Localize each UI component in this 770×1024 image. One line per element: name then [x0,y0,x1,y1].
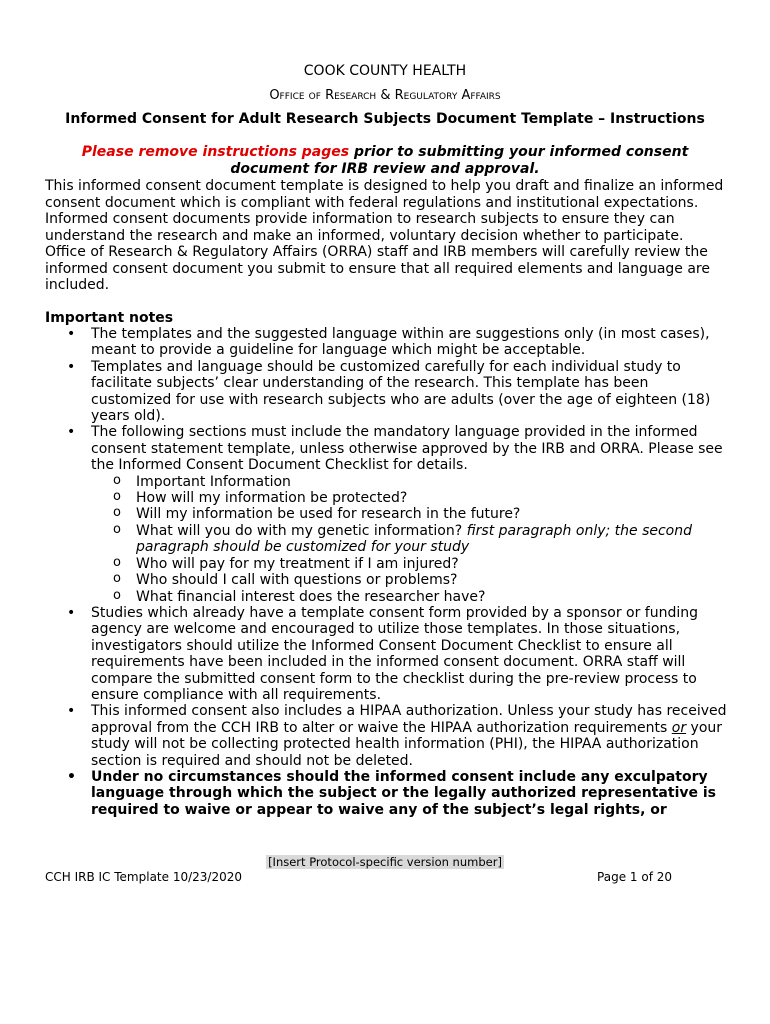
list-item: • This informed consent also includes a HIPAA authorization. Unless your study has received approval from the CCH IRB to alter or waive the HIPAA authorization requirements or your study will not be collecting protected health information (PHI), the HIPAA authorization section is required and should not be deleted. [45,703,730,769]
list-item: • Under no circumstances should the informed consent include any exculpatory language through which the subject or the legally authorized representative is required to waive or appear to waive any of the subject’s legal rights, or [45,769,730,818]
org-name: COOK COUNTY HEALTH [303,63,467,79]
list-item: • Studies which already have a template consent form provided by a sponsor or funding agency are welcome and encouraged to utilize those templates. In those situations, investigators should utilize the Informed Consent Document Checklist to ensure all requirements have been included in the informed consent document. ORRA staff will compare the submitted consent form to the checklist during the pre-review process to ensure compliance with all requirements. [45,605,730,703]
intro-paragraph: This informed consent document template is designed to help you draft and finalize an informed consent document which is compliant with federal regulations and institutional expectations. Informed consent documents provide information to research subjects to ensure they can understand the research and make an informed, voluntary decision whether to participate. Office of Research & Regulatory Affairs (ORRA) staff and IRB members will carefully review the informed consent document you submit to ensure that all required elements and language are included. [45,178,724,293]
version-placeholder: [Insert Protocol-specific version number] [268,855,502,869]
list-item: • Templates and language should be customized carefully for each individual study to facilitate subjects’ clear understanding of the research. This template has been customized for use with research subjects who are adults (over the age of eighteen (18) years old). [45,359,730,425]
section-item: o How will my information be protected? [91,490,730,506]
list-item: • The templates and the suggested language within are suggestions only (in most cases), meant to provide a guideline for language which might be acceptable. [45,326,730,359]
important-notes-list [45,326,730,818]
office-name: Office of Research & Regulatory Affairs [269,88,501,103]
section-item: o Will my information be used for research in the future? [91,506,730,522]
or-emphasis: or [671,719,687,736]
mandatory-sections-list [91,474,730,605]
list-item: • The following sections must include the mandatory language provided in the informed consent statement template, unless otherwise approved by the IRB and ORRA. Please see the Informed Consent Document Checklist for details. o Important Information o How will my information be protected? o Will my information be used for research in the future? o What will you do with my genetic information? first paragraph only; the second paragraph should be customized for your study o Who will pay for my treatment if I am injured? o Who should I call with questions or problems? o What financial interest does the researcher have? [45,424,730,604]
section-item: o Who should I call with questions or problems? [91,572,730,588]
removal-notice [60,144,710,178]
template-version: CCH IRB IC Template 10/23/2020 [45,870,242,884]
notice-highlight: Please remove instructions pages [81,144,350,160]
section-item: o What financial interest does the researcher have? [91,589,730,605]
important-notes-heading: Important notes [45,310,174,326]
notice-rest: prior to submitting your informed consent document for IRB review and approval. [230,144,689,177]
genetic-info-note: first paragraph only; the second paragraph should be customized for your study [136,522,693,556]
page-number: Page 1 of 20 [597,870,672,884]
section-item: o Who will pay for my treatment if I am injured? [91,556,730,572]
section-item: o Important Information [91,474,730,490]
document-title: Informed Consent for Adult Research Subjects Document Template – Instructions [65,111,705,127]
section-item: o What will you do with my genetic information? first paragraph only; the second paragraph should be customized for your study [91,523,730,556]
